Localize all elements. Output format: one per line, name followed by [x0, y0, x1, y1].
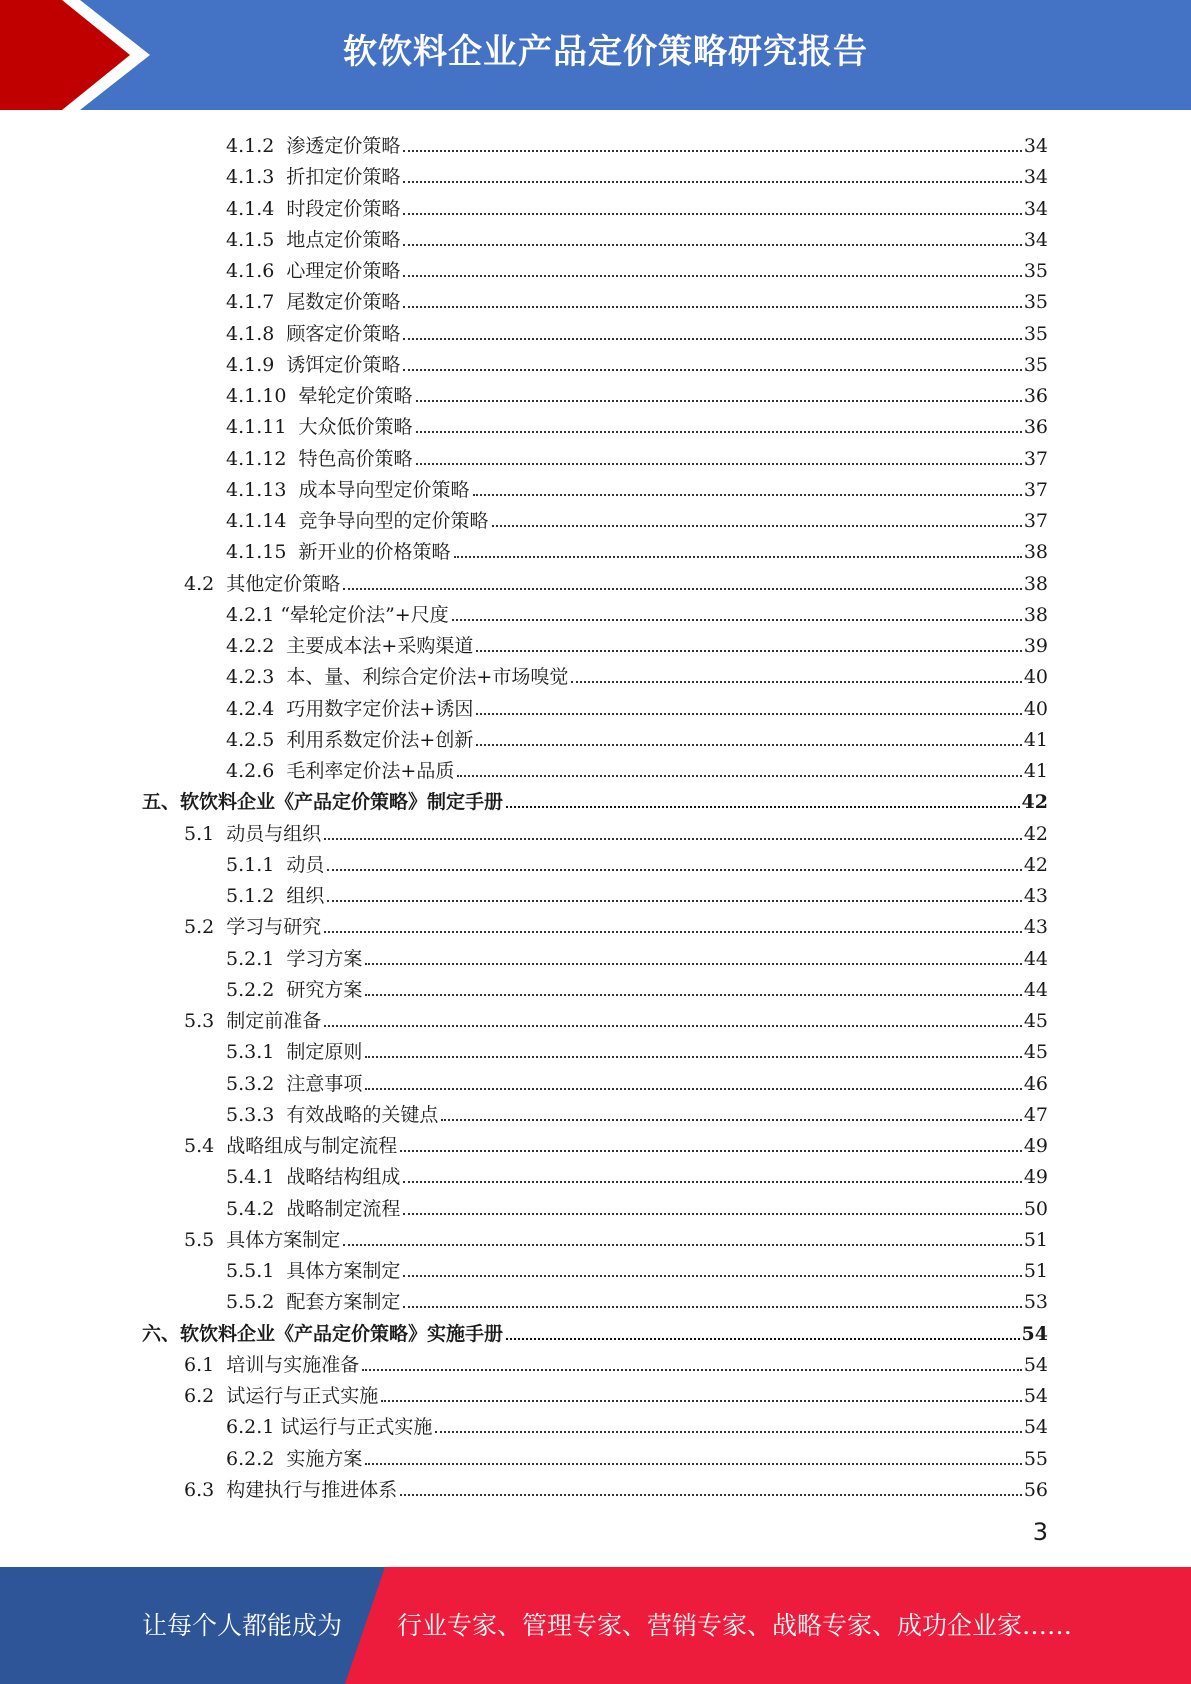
- toc-dot-leader: [327, 900, 1021, 902]
- toc-dot-leader: [441, 1119, 1021, 1121]
- toc-dot-leader: [416, 431, 1022, 433]
- toc-entry-page: 34: [1023, 166, 1048, 189]
- toc-entry[interactable]: [226, 1158, 1048, 1189]
- toc-entry-title: 5.5.2 配套方案制定: [226, 1291, 401, 1314]
- toc-dot-leader: [403, 369, 1021, 371]
- toc-entry-title: 5.1.2 组织: [226, 885, 325, 907]
- toc-entry-page: 51: [1023, 1228, 1048, 1251]
- toc-entry-title: 6.2.1 试运行与正式实施: [226, 1416, 433, 1439]
- toc-entry-title: 五、软饮料企业《产品定价策略》制定手册: [142, 791, 504, 814]
- toc-entry[interactable]: [226, 158, 1048, 189]
- toc-dot-leader: [403, 1213, 1021, 1215]
- toc-entry-page: 54: [1023, 1353, 1048, 1376]
- toc-entry-page: 35: [1023, 353, 1048, 376]
- footer-slogan-right: 行业专家、管理专家、营销专家、战略专家、成功企业家……: [397, 1611, 1073, 1640]
- toc-dot-leader: [365, 1088, 1021, 1090]
- toc-entry[interactable]: [226, 502, 1048, 533]
- toc-entry[interactable]: [184, 908, 1048, 939]
- toc-dot-leader: [365, 963, 1021, 965]
- toc-entry[interactable]: [226, 752, 1048, 783]
- toc-dot-leader: [416, 400, 1022, 402]
- toc-entry-title: 4.1.13 成本导向型定价策略: [226, 478, 470, 501]
- toc-entry-page: 46: [1023, 1072, 1048, 1095]
- toc-entry-title: 4.2.3 本、量、利综合定价法+市场嗅觉: [226, 666, 569, 689]
- toc-entry-title: 4.2.5 利用系数定价法+创新: [226, 728, 474, 751]
- page-number: 3: [1032, 1518, 1048, 1546]
- toc-dot-leader: [452, 619, 1022, 621]
- toc-dot-leader: [365, 1463, 1021, 1465]
- toc-dot-leader: [324, 931, 1022, 933]
- toc-dot-leader: [324, 838, 1022, 840]
- toc-entry[interactable]: [226, 690, 1048, 721]
- toc-entry[interactable]: [226, 1440, 1048, 1471]
- toc-entry-page: 40: [1023, 666, 1048, 689]
- toc-entry-title: 5.3.3 有效战略的关键点: [226, 1103, 439, 1126]
- toc-entry-title: 4.1.12 特色高价策略: [226, 447, 413, 470]
- toc-entry-page: 38: [1023, 541, 1048, 564]
- toc-entry[interactable]: [226, 283, 1048, 314]
- toc-entry-title: 6.2.2 实施方案: [226, 1447, 363, 1470]
- toc-dot-leader: [365, 1056, 1021, 1058]
- toc-dot-leader: [362, 1369, 1022, 1371]
- toc-entry-title: 5.2 学习与研究: [184, 916, 322, 939]
- toc-entry[interactable]: [226, 533, 1048, 564]
- toc-chapter-entry[interactable]: [142, 783, 1048, 814]
- toc-entry-title: 4.1.15 新开业的价格策略: [226, 541, 451, 564]
- toc-entry-title: 4.1.5 地点定价策略: [226, 228, 401, 251]
- footer-slogan-left: 让每个人都能成为: [142, 1611, 343, 1640]
- toc-entry[interactable]: [226, 377, 1048, 408]
- toc-entry-page: 38: [1023, 603, 1048, 626]
- toc-entry[interactable]: [226, 1190, 1048, 1221]
- toc-entry-title: 6.1 培训与实施准备: [184, 1353, 360, 1376]
- toc-entry-page: 37: [1023, 447, 1048, 470]
- toc-dot-leader: [476, 744, 1021, 746]
- toc-entry-page: 47: [1023, 1103, 1048, 1126]
- toc-entry-title: 5.3.1 制定原则: [226, 1041, 363, 1064]
- toc-entry-page: 53: [1023, 1291, 1048, 1314]
- toc-entry-page: 54: [1023, 1385, 1048, 1407]
- toc-entry[interactable]: [226, 440, 1048, 471]
- toc-dot-leader: [324, 1025, 1022, 1027]
- toc-entry-title: 4.2 其他定价策略: [184, 572, 341, 595]
- toc-entry-page: 42: [1021, 791, 1048, 814]
- toc-entry-page: 41: [1023, 760, 1048, 782]
- toc-entry[interactable]: [226, 1283, 1048, 1314]
- toc-entry[interactable]: [226, 1033, 1048, 1064]
- toc-dot-leader: [457, 775, 1021, 777]
- toc-entry-page: 36: [1023, 416, 1048, 439]
- toc-entry[interactable]: [226, 658, 1048, 689]
- toc-entry-page: 56: [1023, 1478, 1048, 1501]
- toc-dot-leader: [403, 181, 1021, 183]
- toc-entry-title: 5.5 具体方案制定: [184, 1228, 341, 1251]
- toc-entry[interactable]: [184, 1002, 1048, 1033]
- toc-dot-leader: [400, 1494, 1022, 1496]
- toc-entry-page: 35: [1023, 291, 1048, 314]
- toc-entry-page: 35: [1023, 260, 1048, 282]
- toc-entry[interactable]: [226, 596, 1048, 627]
- toc-entry-page: 44: [1023, 947, 1048, 970]
- toc-entry-title: 5.3 制定前准备: [184, 1010, 322, 1032]
- document-title: 软饮料企业产品定价策略研究报告: [343, 32, 868, 72]
- toc-entry[interactable]: [226, 315, 1048, 346]
- toc-entry-title: 4.1.4 时段定价策略: [226, 197, 401, 220]
- toc-entry-page: 37: [1023, 478, 1048, 501]
- toc-dot-leader: [506, 1338, 1020, 1340]
- toc-entry-page: 54: [1021, 1322, 1048, 1345]
- toc-entry-title: 4.2.4 巧用数字定价法+诱因: [226, 697, 474, 720]
- toc-entry-title: 6.3 构建执行与推进体系: [184, 1478, 398, 1501]
- toc-entry-page: 42: [1023, 822, 1048, 845]
- toc-entry-title: 6.2 试运行与正式实施: [184, 1385, 379, 1407]
- toc-entry-title: 5.2.2 研究方案: [226, 978, 363, 1001]
- toc-entry[interactable]: [226, 1065, 1048, 1096]
- toc-entry[interactable]: [226, 1408, 1048, 1439]
- toc-entry[interactable]: [226, 721, 1048, 752]
- toc-entry-title: 4.1.11 大众低价策略: [226, 416, 413, 439]
- toc-dot-leader: [343, 1244, 1022, 1246]
- toc-dot-leader: [476, 650, 1021, 652]
- toc-entry-title: 六、软饮料企业《产品定价策略》实施手册: [142, 1322, 504, 1345]
- toc-entry-page: 34: [1023, 228, 1048, 251]
- toc-entry-page: 35: [1023, 322, 1048, 345]
- toc-entry[interactable]: [226, 190, 1048, 221]
- toc-dot-leader: [403, 1275, 1021, 1277]
- toc-dot-leader: [343, 588, 1022, 590]
- toc-entry[interactable]: [226, 627, 1048, 658]
- toc-entry[interactable]: [184, 1377, 1048, 1408]
- toc-entry-title: 5.4.2 战略制定流程: [226, 1197, 401, 1220]
- toc-entry-title: 4.1.8 顾客定价策略: [226, 322, 401, 345]
- toc-entry[interactable]: [184, 815, 1048, 846]
- toc-entry-title: 5.3.2 注意事项: [226, 1072, 363, 1095]
- toc-dot-leader: [473, 494, 1022, 496]
- toc-entry[interactable]: [226, 471, 1048, 502]
- toc-dot-leader: [381, 1400, 1022, 1402]
- toc-dot-leader: [400, 1150, 1022, 1152]
- toc-dot-leader: [403, 150, 1021, 152]
- toc-entry[interactable]: [226, 971, 1048, 1002]
- toc-entry-page: 43: [1023, 916, 1048, 939]
- toc-entry-title: 4.1.9 诱饵定价策略: [226, 353, 401, 376]
- toc-entry[interactable]: [226, 221, 1048, 252]
- toc-entry-page: 34: [1023, 197, 1048, 220]
- toc-entry-page: 45: [1023, 1041, 1048, 1064]
- toc-entry-page: 43: [1023, 885, 1048, 907]
- toc-entry-title: 4.1.14 竞争导向型的定价策略: [226, 510, 489, 532]
- toc-dot-leader: [403, 1306, 1021, 1308]
- toc-entry[interactable]: [184, 565, 1048, 596]
- toc-dot-leader: [403, 213, 1021, 215]
- toc-entry[interactable]: [184, 1221, 1048, 1252]
- toc-entry-title: 4.1.6 心理定价策略: [226, 260, 401, 282]
- toc-entry-page: 54: [1023, 1416, 1048, 1439]
- toc-entry-title: 4.2.1 “晕轮定价法”+尺度: [226, 603, 449, 626]
- toc-entry[interactable]: [184, 1127, 1048, 1158]
- toc-entry[interactable]: [184, 1346, 1048, 1377]
- toc-entry-title: 5.1 动员与组织: [184, 822, 322, 845]
- page-footer: [0, 1567, 1191, 1684]
- toc-dot-leader: [403, 306, 1021, 308]
- toc-entry-page: 50: [1023, 1197, 1048, 1220]
- toc-dot-leader: [476, 713, 1021, 715]
- toc-dot-leader: [492, 525, 1022, 527]
- toc-entry[interactable]: [226, 1096, 1048, 1127]
- toc-entry-title: 5.5.1 具体方案制定: [226, 1260, 401, 1282]
- toc-entry-title: 5.1.1 动员: [226, 853, 325, 876]
- toc-entry-page: 42: [1023, 853, 1048, 876]
- toc-dot-leader: [365, 994, 1021, 996]
- toc-chapter-entry[interactable]: [142, 1315, 1048, 1346]
- toc-dot-leader: [416, 463, 1022, 465]
- toc-entry-page: 40: [1023, 697, 1048, 720]
- toc-entry[interactable]: [226, 1252, 1048, 1283]
- toc-entry[interactable]: [184, 1471, 1048, 1502]
- toc-entry[interactable]: [226, 408, 1048, 439]
- toc-entry-page: 44: [1023, 978, 1048, 1001]
- toc-entry[interactable]: [226, 940, 1048, 971]
- toc-entry-title: 5.2.1 学习方案: [226, 947, 363, 970]
- toc-entry-page: 41: [1023, 728, 1048, 751]
- toc-dot-leader: [506, 806, 1020, 808]
- toc-entry[interactable]: [226, 252, 1048, 283]
- toc-dot-leader: [403, 1181, 1021, 1183]
- toc-entry-title: 4.1.2 渗透定价策略: [226, 135, 401, 157]
- toc-dot-leader: [403, 275, 1021, 277]
- toc-entry-title: 4.1.10 晕轮定价策略: [226, 385, 413, 407]
- toc-dot-leader: [327, 869, 1021, 871]
- toc-entry-page: 55: [1023, 1447, 1048, 1470]
- toc-entry-page: 38: [1023, 572, 1048, 595]
- toc-dot-leader: [571, 681, 1021, 683]
- toc-entry-page: 36: [1023, 385, 1048, 407]
- page-header: [0, 0, 1191, 110]
- toc-dot-leader: [454, 556, 1022, 558]
- toc-entry-page: 45: [1023, 1010, 1048, 1032]
- toc-entry-title: 4.2.6 毛利率定价法+品质: [226, 760, 455, 782]
- toc-entry[interactable]: [226, 846, 1048, 877]
- toc-entry[interactable]: [226, 346, 1048, 377]
- toc-entry-title: 4.1.7 尾数定价策略: [226, 291, 401, 314]
- toc-entry-page: 49: [1023, 1135, 1048, 1157]
- toc-dot-leader: [435, 1431, 1021, 1433]
- toc-entry-title: 4.2.2 主要成本法+采购渠道: [226, 635, 474, 657]
- toc-entry-page: 49: [1023, 1166, 1048, 1189]
- toc-entry-title: 5.4 战略组成与制定流程: [184, 1135, 398, 1157]
- toc-entry-page: 39: [1023, 635, 1048, 657]
- toc-dot-leader: [403, 244, 1021, 246]
- toc-entry-page: 34: [1023, 135, 1048, 157]
- toc-entry[interactable]: [226, 127, 1048, 158]
- toc-entry-page: 51: [1023, 1260, 1048, 1282]
- toc-entry[interactable]: [226, 877, 1048, 908]
- toc-entry-title: 5.4.1 战略结构组成: [226, 1166, 401, 1189]
- toc-dot-leader: [403, 338, 1021, 340]
- toc-entry-page: 37: [1023, 510, 1048, 532]
- toc-entry-title: 4.1.3 折扣定价策略: [226, 166, 401, 189]
